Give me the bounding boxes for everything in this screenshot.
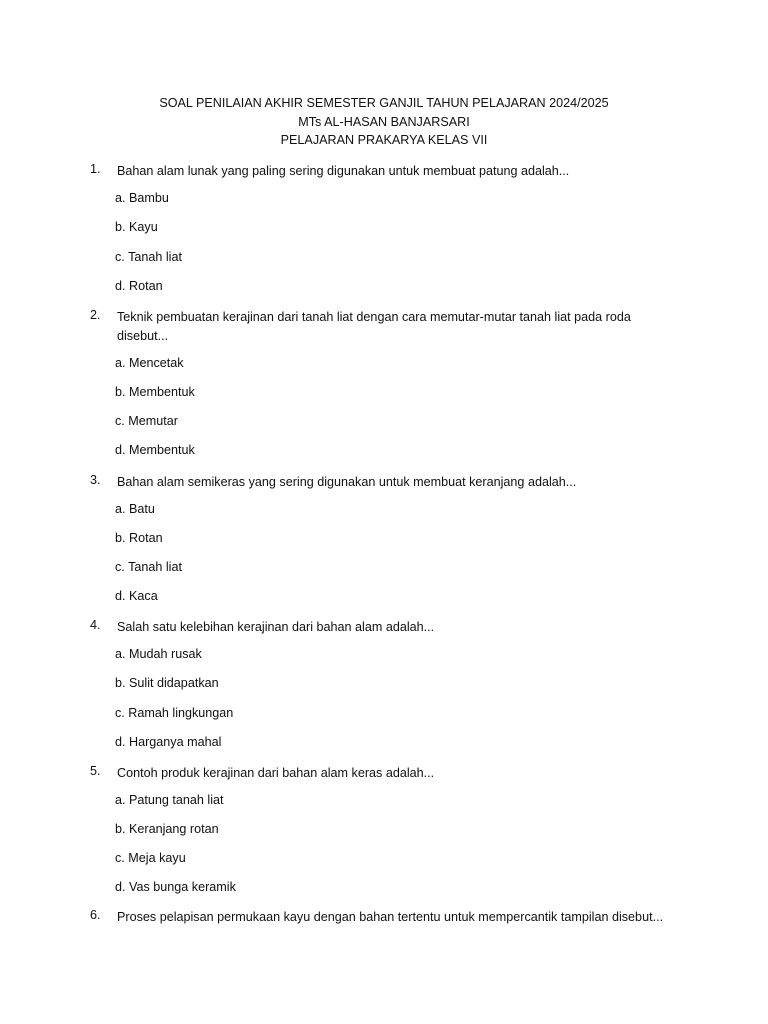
question-6 xyxy=(90,908,710,927)
option-b: b. Kayu xyxy=(115,220,158,234)
question-text: Teknik pembuatan kerajinan dari tanah liat dengan cara memutar-mutar tanah liat pada roda disebut... xyxy=(117,310,631,343)
option-d: d. Rotan xyxy=(115,279,163,293)
option-c: c. Tanah liat xyxy=(115,560,182,574)
question-number: 6. xyxy=(90,908,101,922)
option-a: a. Patung tanah liat xyxy=(115,793,224,807)
option-c: c. Tanah liat xyxy=(115,250,182,264)
question-text: Contoh produk kerajinan dari bahan alam keras adalah... xyxy=(117,766,435,780)
option-a: a. Bambu xyxy=(115,191,169,205)
question-text: Salah satu kelebihan kerajinan dari bahan alam adalah... xyxy=(117,620,435,634)
option-d: d. Vas bunga keramik xyxy=(115,880,236,894)
question-2 xyxy=(90,308,690,346)
header-school: MTs AL-HASAN BANJARSARI xyxy=(298,114,470,129)
option-c: c. Memutar xyxy=(115,414,178,428)
option-a: a. Mencetak xyxy=(115,356,184,370)
option-d: d. Kaca xyxy=(115,589,158,603)
question-number: 5. xyxy=(90,764,101,778)
option-c: c. Meja kayu xyxy=(115,851,186,865)
option-d: d. Membentuk xyxy=(115,443,195,457)
option-c: c. Ramah lingkungan xyxy=(115,706,234,720)
option-d: d. Harganya mahal xyxy=(115,735,222,749)
document-header xyxy=(0,94,768,150)
option-b: b. Keranjang rotan xyxy=(115,822,219,836)
question-text: Bahan alam semikeras yang sering digunakan untuk membuat keranjang adalah... xyxy=(117,475,577,489)
question-number: 1. xyxy=(90,162,101,176)
question-number: 4. xyxy=(90,618,101,632)
option-a: a. Mudah rusak xyxy=(115,647,202,661)
question-1 xyxy=(90,162,690,181)
question-number: 3. xyxy=(90,473,101,487)
question-5 xyxy=(90,764,690,783)
question-text: Bahan alam lunak yang paling sering digunakan untuk membuat patung adalah... xyxy=(117,164,570,178)
question-number: 2. xyxy=(90,308,101,322)
option-a: a. Batu xyxy=(115,502,155,516)
option-b: b. Membentuk xyxy=(115,385,195,399)
header-subject: PELAJARAN PRAKARYA KELAS VII xyxy=(280,133,488,147)
question-text: Proses pelapisan permukaan kayu dengan bahan tertentu untuk mempercantik tampilan disebut... xyxy=(117,910,664,924)
question-4 xyxy=(90,618,690,637)
header-title: SOAL PENILAIAN AKHIR SEMESTER GANJIL TAHUN PELAJARAN 2024/2025 xyxy=(159,96,609,110)
option-b: b. Rotan xyxy=(115,531,163,545)
question-3 xyxy=(90,473,690,492)
option-b: b. Sulit didapatkan xyxy=(115,676,219,690)
